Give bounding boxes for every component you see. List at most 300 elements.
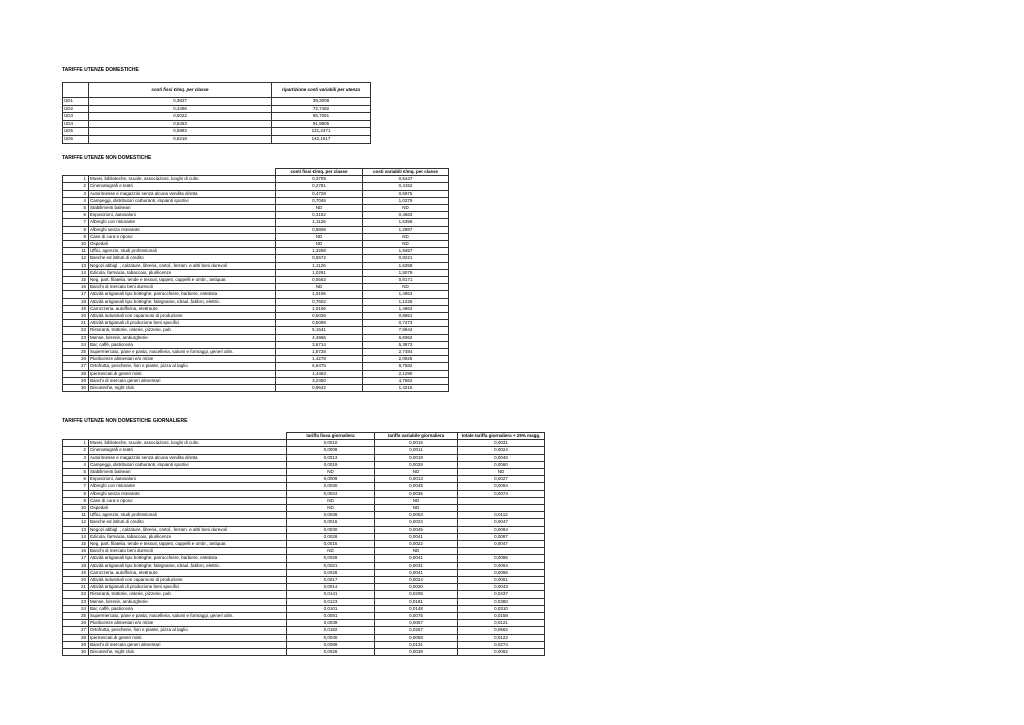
table-cell: 3 (63, 454, 89, 461)
table-cell: Attività artigianali di produzione beni specifici (89, 320, 276, 327)
table-cell: 0,0027 (458, 476, 545, 483)
table-cell: 1,4216 (363, 385, 449, 392)
table-cell: 12 (63, 255, 89, 262)
table-cell: Stabilimenti balneari (89, 205, 276, 212)
table-cell: Campeggi, distributori carburanti, impianti sportivi (89, 461, 287, 468)
table-cell: 0,0026 (287, 649, 375, 656)
table-cell: Attività artigianali di produzione beni specifici (89, 584, 287, 591)
table-cell: 0,0121 (458, 620, 545, 627)
table-cell: 26 (63, 356, 89, 363)
table-cell: 0,0148 (375, 605, 458, 612)
table-cell: 1,4863 (363, 305, 449, 312)
table-cell: 30 (63, 649, 89, 656)
table-row (63, 269, 449, 276)
header-fixed-costs: costi fissi €/mq. per classe (89, 83, 272, 98)
header-blank (89, 169, 276, 176)
table-cell: Cinematografi e teatri (89, 447, 287, 454)
table-cell: ND (276, 205, 363, 212)
table-cell: 0,7602 (276, 298, 363, 305)
table-cell: 4 (63, 461, 89, 468)
table-cell: ND (363, 205, 449, 212)
header-blank (89, 433, 287, 440)
table-cell: ND (363, 233, 449, 240)
table-cell: 20 (63, 577, 89, 584)
table-cell: Banchi di mercato beni durevoli (89, 284, 276, 291)
table-cell: Plurilicenze alimentari e/o miste (89, 356, 276, 363)
table-cell: 17 (63, 291, 89, 298)
table-header-row (63, 83, 371, 98)
table-cell: 0,3827 (89, 98, 272, 106)
table-cell: 15 (63, 277, 89, 284)
table-cell: 27 (63, 627, 89, 634)
table-row (63, 519, 545, 526)
table-cell: Attività industriali con capannoni di produzione (89, 577, 287, 584)
table-cell: 8 (63, 490, 89, 497)
table-cell: 0,0101 (287, 605, 375, 612)
table-cell: 0,0040 (458, 454, 545, 461)
table-cell: 18 (63, 298, 89, 305)
table-row (63, 641, 545, 648)
table-cell: 4,7662 (363, 377, 449, 384)
table-row (63, 277, 449, 284)
table-cell: ND (375, 497, 458, 504)
table-row (63, 526, 545, 533)
table-cell: 0,0017 (287, 577, 375, 584)
table-cell: ND (458, 469, 545, 476)
table-cell: Attività artigianali tipo botteghe: falegname, idraul.,fabbro, elettric. (89, 298, 276, 305)
table-cell: Campeggi, distributori carburanti, impianti sportivi (89, 197, 276, 204)
table-row (63, 440, 545, 447)
table-row (63, 569, 545, 576)
table-row (63, 649, 545, 656)
table-cell: 11 (63, 512, 89, 519)
table-cell: 7 (63, 219, 89, 226)
header-fixed-costs: costi fissi €/mq. per classe (276, 169, 363, 176)
table-cell: 12 (63, 519, 89, 526)
table-cell: 29 (63, 641, 89, 648)
table-row (63, 370, 449, 377)
table-cell: 0,4728 (276, 190, 363, 197)
table-cell: 8 (63, 226, 89, 233)
table-cell: 0,0310 (458, 605, 545, 612)
table-cell: Attività artigianali tipo botteghe: parrucchiere, barbiere, estetista (89, 291, 276, 298)
table-row (63, 497, 545, 504)
table-cell: 0,8851 (363, 313, 449, 320)
table-cell: Alberghi con ristorante (89, 483, 287, 490)
table-cell: 0,0039 (287, 620, 375, 627)
table-cell: 0,3709 (276, 176, 363, 183)
table-cell: 0,0024 (287, 490, 375, 497)
table-cell: 0,0158 (458, 613, 545, 620)
table-cell: 2,7484 (363, 349, 449, 356)
table-cell: Alberghi senza ristorante (89, 226, 276, 233)
table-cell: 0,0122 (458, 634, 545, 641)
table-cell: 3,2450 (276, 377, 363, 384)
table-row (63, 205, 449, 212)
table-cell: 3,6714 (276, 341, 363, 348)
table-row (63, 505, 545, 512)
table-cell: 0,6218 (89, 135, 272, 143)
table-header-row (63, 169, 449, 176)
table-cell: 1,1126 (276, 262, 363, 269)
table-cell: 29 (63, 377, 89, 384)
table-cell: 0,0011 (375, 447, 458, 454)
table-cell: 1,0106 (276, 305, 363, 312)
table-cell: 5,3873 (363, 341, 449, 348)
table-cell: UD3 (63, 113, 89, 121)
table-cell: 0,5883 (89, 128, 272, 136)
table-cell: UD5 (63, 128, 89, 136)
table-cell: 21 (63, 584, 89, 591)
table-cell: 0,0008 (287, 447, 375, 454)
table-cell: 16 (63, 284, 89, 291)
table-cell: Alberghi con ristorante (89, 219, 276, 226)
table-cell: Autorimesse e magazzini senza alcuna vendita diretta (89, 190, 276, 197)
table-row (63, 113, 371, 121)
table-cell: Esposizioni, autosaloni (89, 476, 287, 483)
table-cell: 121,2471 (272, 128, 371, 136)
table-row (63, 385, 449, 392)
table-cell: 0,0057 (375, 620, 458, 627)
table-cell: 0,0053 (375, 512, 458, 519)
table-row (63, 356, 449, 363)
table-row (63, 241, 449, 248)
table-cell: 0,5453 (89, 120, 272, 128)
table-row (63, 313, 449, 320)
table-cell (458, 497, 545, 504)
table-cell: 0,0041 (375, 555, 458, 562)
table-cell: 10 (63, 241, 89, 248)
table-cell: Stabilimenti balneari (89, 469, 287, 476)
table-cell: 0,0015 (287, 541, 375, 548)
domestic-tariffs-title: TARIFFE UTENZE DOMESTICHE (62, 67, 139, 73)
table-cell: 4 (63, 197, 89, 204)
table-row (63, 219, 449, 226)
table-row (63, 377, 449, 384)
table-cell: ND (363, 241, 449, 248)
table-cell: 0,4496 (89, 105, 272, 113)
table-cell: 22 (63, 327, 89, 334)
table-cell: 0,0041 (375, 533, 458, 540)
table-cell: 6 (63, 476, 89, 483)
table-cell: Plurilicenze alimentari e/o miste (89, 620, 287, 627)
table-cell: 0,0028 (287, 569, 375, 576)
table-cell: 0,6026 (276, 313, 363, 320)
table-cell: 0,0123 (287, 598, 375, 605)
table-cell: 15 (63, 541, 89, 548)
table-row (63, 476, 545, 483)
table-cell: 0,0208 (375, 591, 458, 598)
table-cell: Carrozzeria, autofficina, elettrauto (89, 569, 287, 576)
table-cell: 0,0021 (287, 562, 375, 569)
table-cell: 1,8728 (276, 349, 363, 356)
table-row (63, 541, 545, 548)
table-cell: Uffici, agenzie, studi professionali (89, 248, 276, 255)
table-cell: 0,0019 (375, 454, 458, 461)
table-cell: Ospedali (89, 505, 287, 512)
table-cell: 2,0925 (363, 356, 449, 363)
table-cell: 24 (63, 341, 89, 348)
table-cell: 0,0075 (375, 613, 458, 620)
table-cell: 23 (63, 334, 89, 341)
table-row (63, 548, 545, 555)
table-cell: 0,0267 (375, 627, 458, 634)
non-domestic-tariffs-table (62, 168, 449, 392)
table-cell: Carrozzeria, autofficina, elettrauto (89, 305, 276, 312)
table-cell: Neg. part. filatelia, tende e tessuti, tappeti, cappelli e ombr., antiquar. (89, 277, 276, 284)
table-cell: 0,0051 (287, 613, 375, 620)
table-cell: Bar, caffè, pasticceria (89, 341, 276, 348)
table-cell: 0,0023 (375, 519, 458, 526)
table-cell (458, 505, 545, 512)
table-cell: 24 (63, 605, 89, 612)
table-cell: 0,0030 (287, 483, 375, 490)
table-cell: 0,0086 (458, 569, 545, 576)
table-cell: 20 (63, 313, 89, 320)
table-cell: Neg. part. filatelia, tende e tessuti, tappeti, cappelli e ombr., antiquar. (89, 541, 287, 548)
table-cell: ND (375, 548, 458, 555)
table-cell: 25 (63, 613, 89, 620)
table-row (63, 363, 449, 370)
table-cell: Discoteche, night club (89, 649, 287, 656)
table-cell: 0,0031 (458, 440, 545, 447)
table-cell: Ospedali (89, 241, 276, 248)
table-cell: ND (375, 469, 458, 476)
table-cell: 0,0058 (375, 634, 458, 641)
table-cell: ND (375, 505, 458, 512)
table-cell: 22 (63, 591, 89, 598)
table-cell: Ristoranti, trattorie, osterie, pizzerie, pub (89, 591, 287, 598)
table-cell: ND (276, 233, 363, 240)
table-cell: 0,0089 (287, 641, 375, 648)
table-cell: Discoteche, night club (89, 385, 276, 392)
table-cell: Mense, birrerie, amburgherie (89, 598, 287, 605)
table-row (63, 128, 371, 136)
table-cell: 0,8808 (276, 226, 363, 233)
table-cell: 7,5844 (363, 327, 449, 334)
table-cell: 0,0112 (458, 512, 545, 519)
table-cell: 1,1126 (276, 219, 363, 226)
table-cell: 0,5099 (276, 320, 363, 327)
table-cell: 27 (63, 363, 89, 370)
table-cell: Edicola, farmacia, tabaccaio, plurilicenze (89, 533, 287, 540)
table-cell: Esposizioni, autosaloni (89, 212, 276, 219)
table-row (63, 584, 545, 591)
table-cell: 1,3258 (276, 248, 363, 255)
table-row (63, 577, 545, 584)
header-variable-costs: ripartizione costi variabili per utenza (272, 83, 371, 98)
table-cell: 0,0022 (375, 541, 458, 548)
table-cell: 0,0074 (458, 490, 545, 497)
table-row (63, 320, 449, 327)
table-cell: 0,2781 (276, 183, 363, 190)
table-cell: 39,3008 (272, 98, 371, 106)
table-cell: 1,4463 (276, 370, 363, 377)
table-cell: 0,0141 (287, 591, 375, 598)
table-cell: 0,7473 (363, 320, 449, 327)
table-cell: ND (287, 505, 375, 512)
table-cell: 0,0437 (458, 591, 545, 598)
table-cell: Banchi di mercato generi alimentari (89, 641, 287, 648)
table-cell: 14 (63, 269, 89, 276)
table-cell: 5 (63, 205, 89, 212)
table-cell: 0,0060 (458, 461, 545, 468)
table-row (63, 233, 449, 240)
table-cell: Ortofrutta, pescherie, fiori e piante, pizza al taglio (89, 363, 276, 370)
header-variable-costs: costi variabili €/mq. per classe (363, 169, 449, 176)
table-row (63, 562, 545, 569)
table-row (63, 284, 449, 291)
table-cell: 30 (63, 385, 89, 392)
table-row (63, 176, 449, 183)
table-row (63, 327, 449, 334)
table-cell: UD4 (63, 120, 89, 128)
domestic-tariffs-table (62, 82, 371, 144)
table-row (63, 248, 449, 255)
table-cell: 9 (63, 497, 89, 504)
table-cell: Negozi abbigl. , calzature, libreria, cartol., ferram. e altri beni durevoli (89, 526, 287, 533)
table-cell: 0,0182 (287, 627, 375, 634)
table-cell: Banche ed istituti di credito (89, 519, 287, 526)
table-cell: 0,0030 (287, 526, 375, 533)
table-cell: Attività artigianali tipo botteghe: falegname, idraul.,fabbro, elettric. (89, 562, 287, 569)
table-row (63, 555, 545, 562)
table-cell: 1,2887 (363, 226, 449, 233)
table-row (63, 349, 449, 356)
table-cell: 19 (63, 305, 89, 312)
table-cell: Cinematografi e teatri (89, 183, 276, 190)
table-cell: Autorimesse e magazzini senza alcuna vendita diretta (89, 454, 287, 461)
table-cell: Attività artigianali tipo botteghe: parrucchiere, barbiere, estetista (89, 555, 287, 562)
table-cell: 0,0031 (375, 562, 458, 569)
table-cell: 13 (63, 526, 89, 533)
table-cell: Edicola, farmacia, tabaccaio, plurilicenze (89, 269, 276, 276)
header-daily-variable: tariffa variabile giornaliera (375, 433, 458, 440)
table-cell: 0,0562 (458, 627, 545, 634)
table-cell: 6 (63, 212, 89, 219)
header-blank (63, 83, 89, 98)
table-row (63, 461, 545, 468)
table-cell: 28 (63, 370, 89, 377)
table-cell: Musei, biblioteche, scuole, associazioni, luoghi di culto (89, 440, 287, 447)
table-cell: 14 (63, 533, 89, 540)
table-cell: Ipermercati di generi misti (89, 370, 276, 377)
table-cell: 0,0039 (375, 649, 458, 656)
table-cell: ND (287, 548, 375, 555)
table-row (63, 483, 545, 490)
table-cell: 0,0380 (458, 598, 545, 605)
table-cell: UD1 (63, 98, 89, 106)
table-cell: 0,8221 (363, 255, 449, 262)
table-row (63, 512, 545, 519)
table-row (63, 262, 449, 269)
table-row (63, 454, 545, 461)
table-cell: 23 (63, 598, 89, 605)
table-row (63, 212, 449, 219)
table-cell: 0,0181 (375, 598, 458, 605)
table-cell: ND (276, 284, 363, 291)
table-row (63, 627, 545, 634)
table-cell: 0,0082 (458, 649, 545, 656)
table-cell: 0,0041 (375, 569, 458, 576)
daily-non-domestic-tariffs-table (62, 432, 545, 656)
table-row (63, 620, 545, 627)
table-cell: 1 (63, 176, 89, 183)
table-cell: 0,0087 (458, 533, 545, 540)
table-cell: 0,0131 (375, 641, 458, 648)
table-row (63, 291, 449, 298)
table-row (63, 598, 545, 605)
table-row (63, 98, 371, 106)
table-cell: 72,7482 (272, 105, 371, 113)
table-cell: Banchi di mercato beni durevoli (89, 548, 287, 555)
table-cell: 0,4683 (363, 212, 449, 219)
table-cell: 18 (63, 562, 89, 569)
table-cell: 0,5572 (276, 255, 363, 262)
table-cell: 9,7582 (363, 363, 449, 370)
table-cell: 0,0015 (287, 519, 375, 526)
table-cell: 0,4152 (363, 183, 449, 190)
table-cell: 13 (63, 262, 89, 269)
non-domestic-tariffs-title: TARIFFE UTENZE NON DOMESTICHE (62, 155, 152, 161)
table-cell: 28 (63, 634, 89, 641)
table-row (63, 533, 545, 540)
table-cell: 16 (63, 548, 89, 555)
table-cell: 6,6062 (363, 334, 449, 341)
table-row (63, 135, 371, 143)
table-row (63, 226, 449, 233)
table-cell: Supermercato, pane e pasta, macelleria, salumi e formaggi, generi alim. (89, 613, 287, 620)
table-cell: ND (363, 284, 449, 291)
table-cell: ND (287, 469, 375, 476)
table-cell: 0,7046 (276, 197, 363, 204)
table-cell: 2,1290 (363, 370, 449, 377)
table-cell: Case di cura e riposo (89, 233, 276, 240)
table-cell: 0,5447 (363, 176, 449, 183)
table-cell: Ristoranti, trattorie, osterie, pizzerie, pub (89, 327, 276, 334)
table-cell: 91,9805 (272, 120, 371, 128)
table-cell: Alberghi senza ristorante (89, 490, 287, 497)
table-cell: 0,0010 (287, 440, 375, 447)
table-row (63, 183, 449, 190)
table-cell: 0,3152 (276, 212, 363, 219)
table-cell: 1 (63, 440, 89, 447)
table-header-row (63, 433, 545, 440)
header-daily-fixed: tariffa fissa giornaliera (287, 433, 375, 440)
table-cell: Bar, caffè, pasticceria (89, 605, 287, 612)
table-cell: 0,0051 (458, 577, 545, 584)
table-cell: 0,0028 (287, 555, 375, 562)
table-cell: 0,0024 (375, 577, 458, 584)
table-cell: 10 (63, 505, 89, 512)
table-cell: 0,0064 (458, 562, 545, 569)
table-cell: 1,6358 (363, 219, 449, 226)
table-cell: 5 (63, 469, 89, 476)
table-cell: 0,5563 (276, 277, 363, 284)
table-row (63, 197, 449, 204)
table-cell: 0,0014 (287, 584, 375, 591)
table-row (63, 634, 545, 641)
table-row (63, 105, 371, 113)
table-cell: 0,0047 (458, 541, 545, 548)
table-row (63, 447, 545, 454)
table-cell: 0,0009 (287, 476, 375, 483)
table-cell: 17 (63, 555, 89, 562)
table-cell: 21 (63, 320, 89, 327)
header-blank (63, 169, 89, 176)
table-cell: 5,1641 (276, 327, 363, 334)
table-cell: 85,7091 (272, 113, 371, 121)
